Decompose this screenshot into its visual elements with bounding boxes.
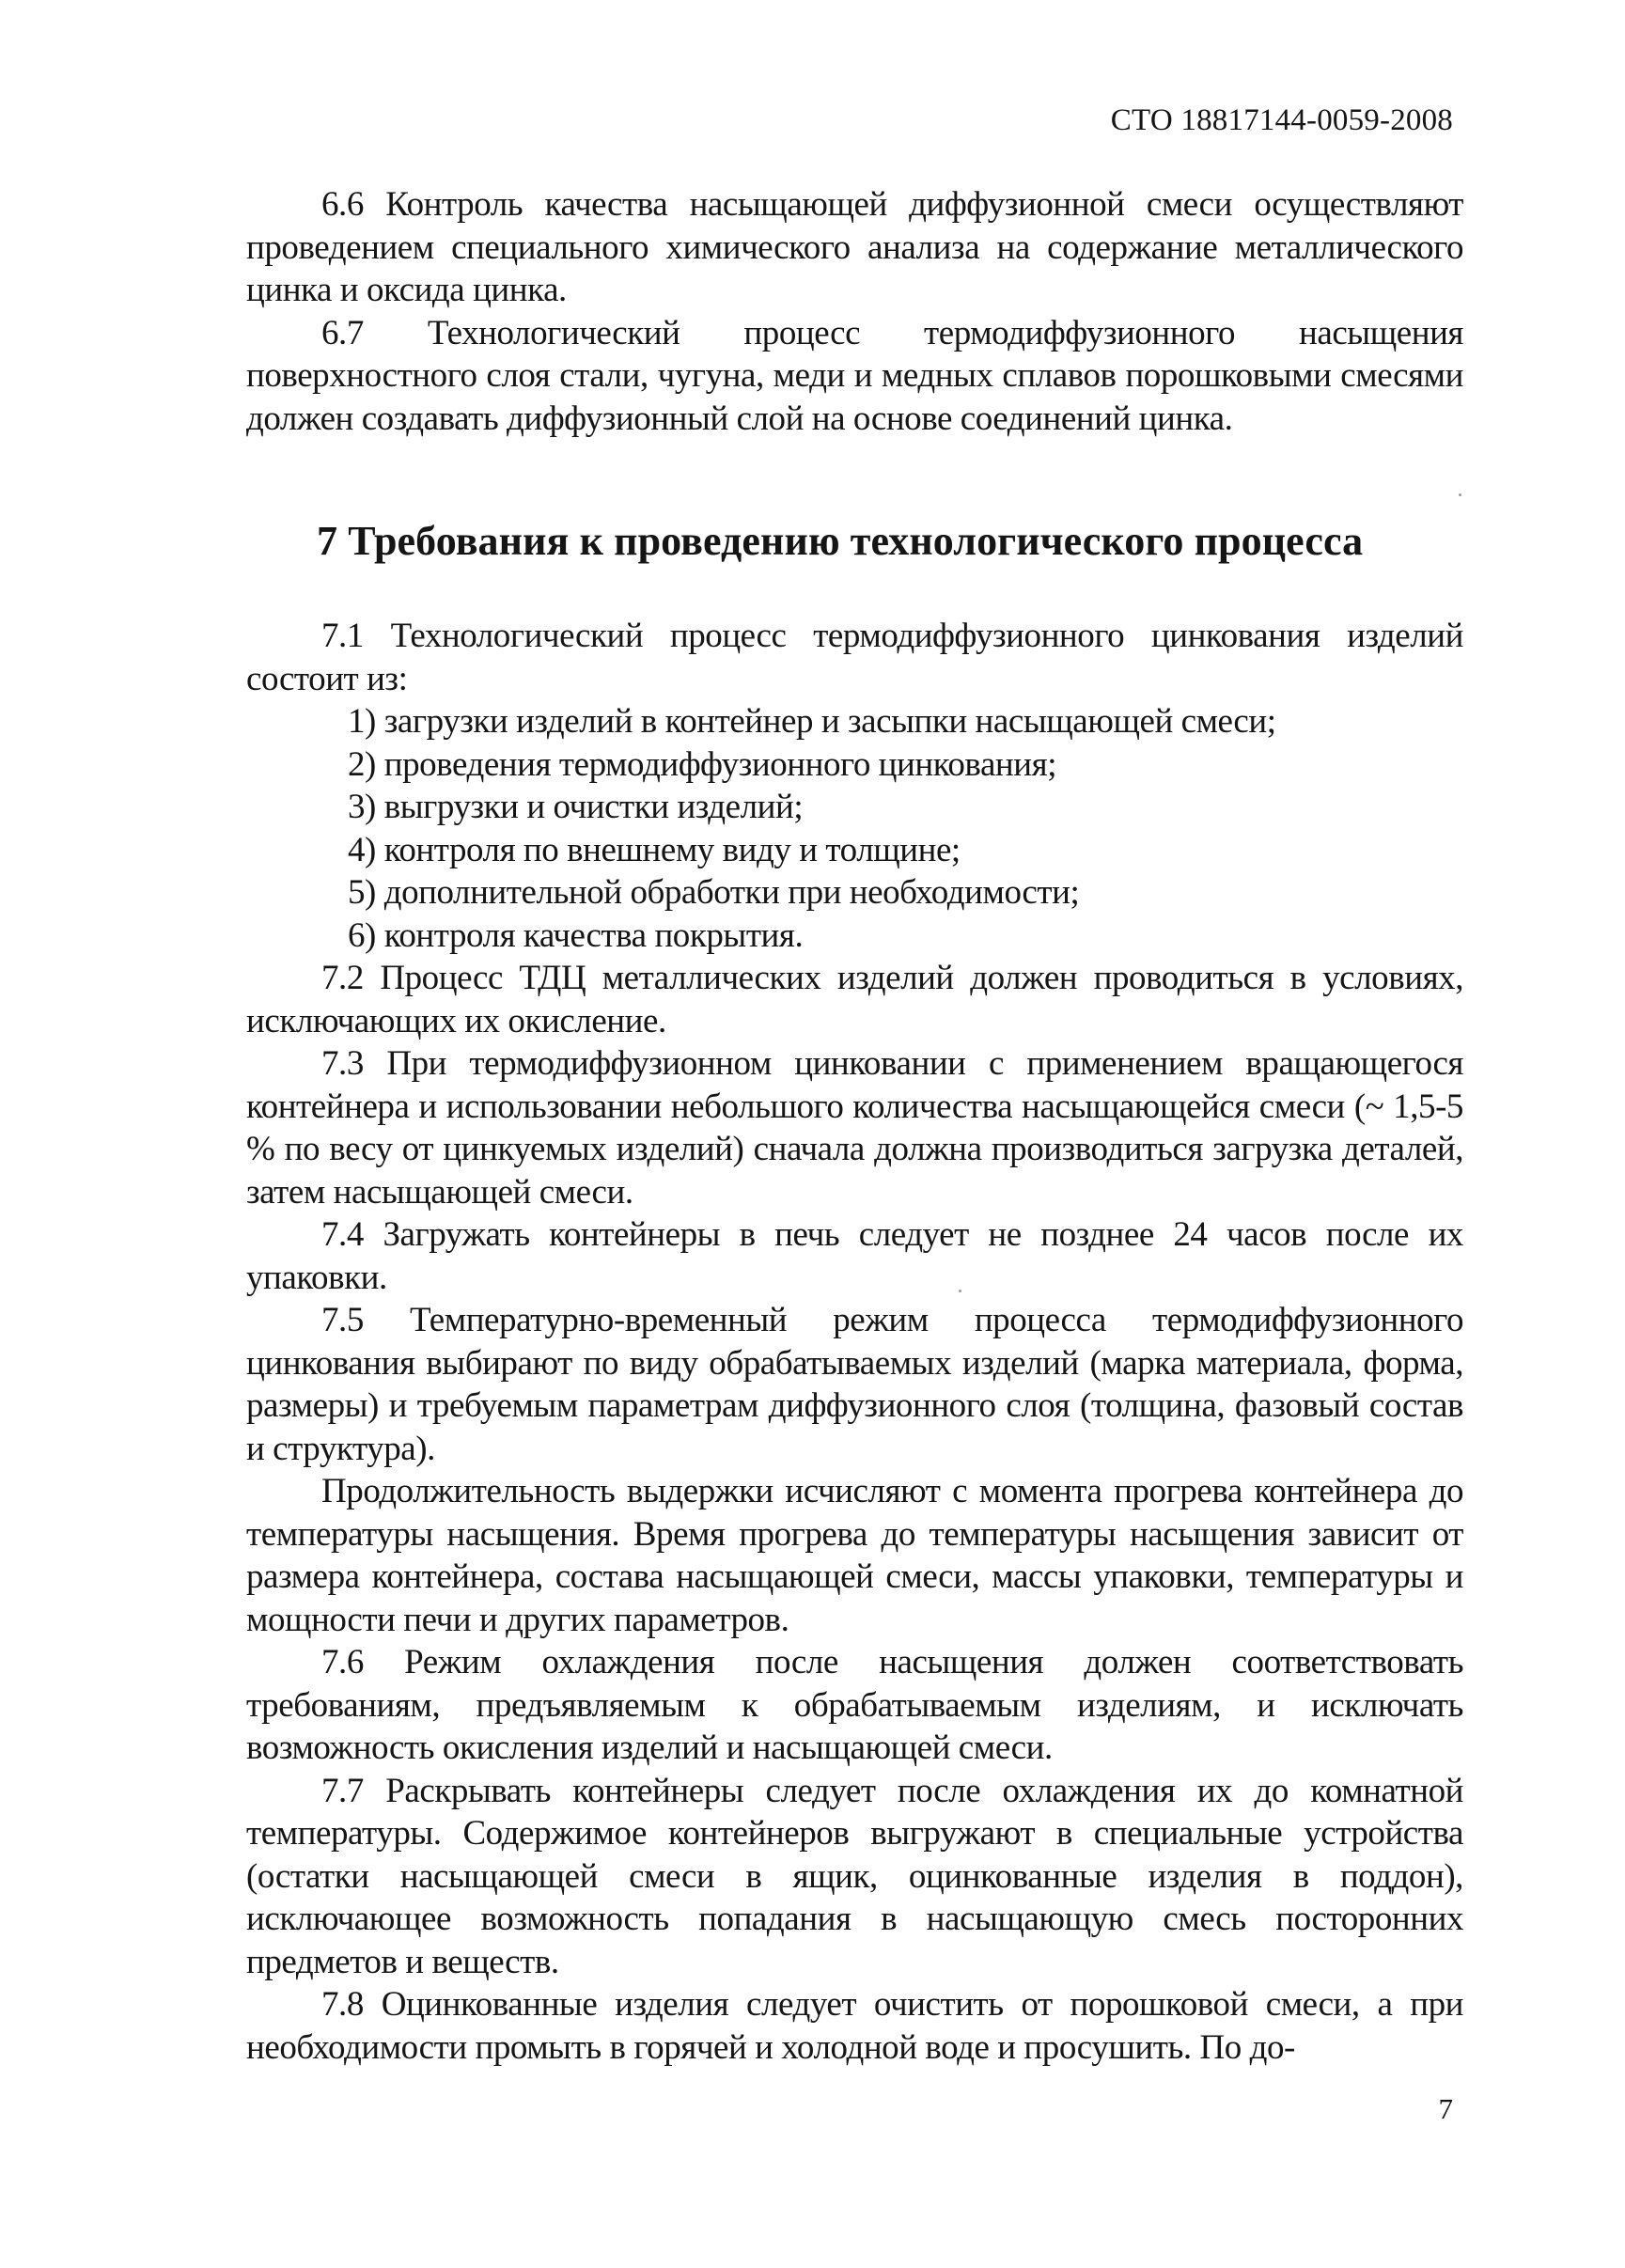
- paragraph-6-6: 6.6 Контроль качества насыщающей диффузионной смеси осуществляют проведением специального химического анализа на содержание металлического цинка и оксида цинка.: [246, 185, 1463, 309]
- body-text: [246, 183, 1463, 2069]
- paragraph-duration: Продолжительность выдержки исчисляют с момента прогрева контейнера до температуры насыщения. Время прогрева до температуры насыщения зависит от размера контейнера, состава насыщающей смеси, массы упаковки, температуры и мощности печи и других параметров.: [246, 1472, 1463, 1639]
- paragraph-7-6: 7.6 Режим охлаждения после насыщения должен соответствовать требованиям, предъявляемым к обрабатываемым изделиям, и исключать возможность окисления изделий и насыщающей смеси.: [246, 1643, 1463, 1767]
- paragraph-7-3: 7.3 При термодиффузионном цинковании с применением вращающегося контейнера и использовании небольшого количества насыщающейся смеси (~ 1,5-5 % по весу от цинкуемых изделий) сначала должна производиться загрузка деталей, затем насыщающей смеси.: [246, 1044, 1463, 1212]
- paragraph-7-5: 7.5 Температурно-временный режим процесса термодиффузионного цинкования выбирают по виду обрабатываемых изделий (марка материала, форма, размеры) и требуемым параметрам диффузионного слоя (толщина, фазовый состав и структура).: [246, 1301, 1463, 1468]
- page-number: 7: [1438, 2092, 1453, 2125]
- list-item: 6) контроля качества покрытия.: [348, 915, 804, 955]
- paragraph-7-1: 7.1 Технологический процесс термодиффузионного цинкования изделий состоит из:: [246, 617, 1463, 698]
- scan-artifact-dot: [1459, 493, 1461, 496]
- process-steps-list: [246, 700, 1463, 957]
- list-item: 2) проведения термодиффузионного цинкования;: [348, 744, 1057, 784]
- scan-artifact-dot: [959, 1290, 961, 1292]
- paragraph-6-7: 6.7 Технологический процесс термодиффузионного насыщения поверхностного слоя стали, чугуна, меди и медных сплавов порошковыми смесями должен создавать диффузионный слой на основе соединений цинка.: [246, 313, 1463, 438]
- list-item: 5) дополнительной обработки при необходимости;: [348, 873, 1080, 912]
- list-item: 1) загрузки изделий в контейнер и засыпки насыщающей смеси;: [348, 702, 1276, 741]
- paragraph-7-4: 7.4 Загружать контейнеры в печь следует не позднее 24 часов после их упаковки.: [246, 1215, 1463, 1297]
- paragraph-7-2: 7.2 Процесс ТДЦ металлических изделий должен проводиться в условиях, исключающих их окисление.: [246, 959, 1463, 1040]
- paragraph-7-7: 7.7 Раскрывать контейнеры следует после охлаждения их до комнатной температуры. Содержимое контейнеров выгружают в специальные устройства (остатки насыщающей смеси в ящик, оцинкованные изделия в поддон), исключающее возможность попадания в насыщающую смесь посторонних предметов и веществ.: [246, 1771, 1463, 1981]
- list-item: 3) выгрузки и очистки изделий;: [348, 788, 804, 826]
- paragraph-7-8: 7.8 Оцинкованные изделия следует очистить от порошковой смеси, а при необходимости промыть в горячей и холодной воде и просушить. По до-: [246, 1985, 1463, 2067]
- document-code: СТО 18817144-0059-2008: [1110, 103, 1453, 137]
- section-7-heading: 7 Требования к проведению технологического процесса: [317, 518, 1364, 564]
- list-item: 4) контроля по внешнему виду и толщине;: [348, 830, 961, 869]
